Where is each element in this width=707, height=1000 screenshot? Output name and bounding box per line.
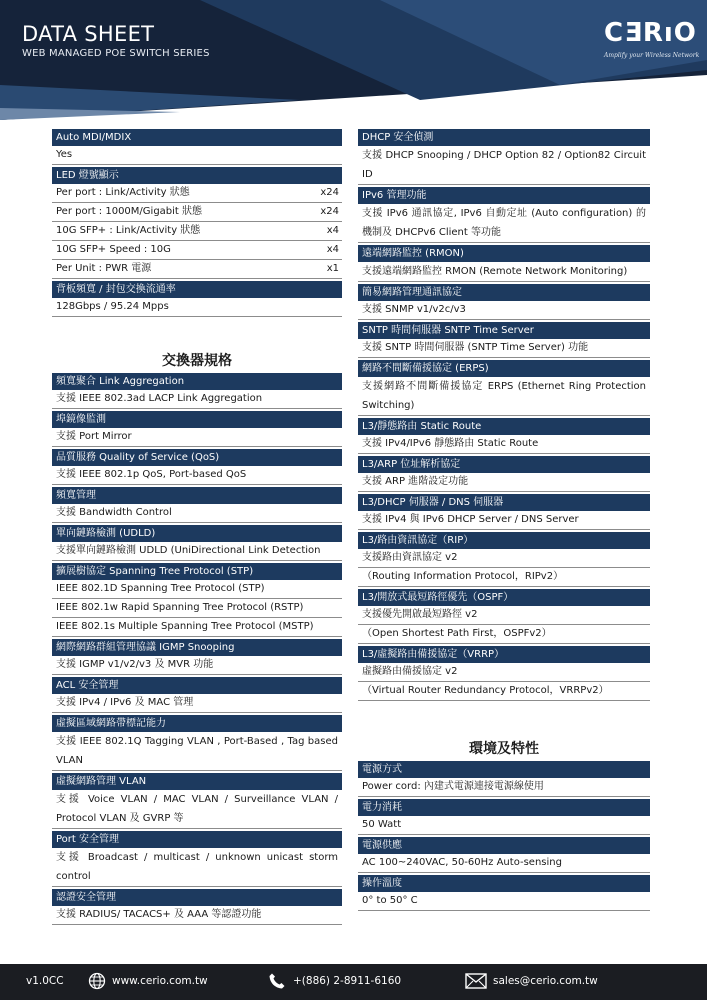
phone-icon	[268, 972, 286, 990]
spec-row-text: 支援 IGMP v1/v2/v3 及 MVR 功能	[56, 659, 214, 670]
spec-heading: L3/靜態路由 Static Route	[358, 418, 650, 435]
spec-heading: 網際網路群組管理協議 IGMP Snooping	[52, 639, 342, 656]
spec-row	[52, 428, 342, 447]
spec-heading: 電源方式	[358, 761, 650, 778]
spec-heading: ACL 安全管理	[52, 677, 342, 694]
spec-row-text: AC 100~240VAC, 50-60Hz Auto-sensing	[362, 857, 562, 868]
spec-row-text: 支援 IPv4 / IPv6 及 MAC 管理	[56, 697, 194, 708]
spec-heading: SNTP 時間伺服器 SNTP Time Server	[358, 322, 650, 339]
phone-number[interactable]: +(886) 2-8911-6160	[293, 975, 402, 987]
spec-row	[52, 298, 342, 317]
brand-tagline: Amplify your Wireless Network	[604, 52, 700, 59]
spec-row-text: 10G SFP+ Speed : 10G	[56, 244, 171, 255]
spec-row	[52, 599, 342, 618]
spec-row	[358, 778, 650, 797]
spec-row	[358, 511, 650, 530]
spec-heading: LED 燈號顯示	[52, 167, 342, 184]
spec-row-text: 0° to 50° C	[362, 895, 418, 906]
spec-heading: 遠端網路監控 (RMON)	[358, 245, 650, 262]
spec-row	[52, 222, 342, 241]
spec-row-text: 128Gbps / 95.24 Mpps	[56, 301, 169, 312]
spec-row	[358, 682, 650, 701]
spec-row-text: 支援 Port Mirror	[56, 431, 132, 442]
spec-paragraph: 支援遠端網路監控 RMON (Remote Network Monitoring)	[358, 262, 650, 282]
spec-row	[52, 260, 342, 279]
spec-heading: L3/虛擬路由備援協定（VRRP）	[358, 646, 650, 663]
spec-row-text: 支援路由資訊協定 v2	[362, 552, 458, 563]
spec-heading: 電力消耗	[358, 799, 650, 816]
spec-row-text: IEEE 802.1D Spanning Tree Protocol (STP)	[56, 583, 265, 594]
spec-heading: 單向鏈路檢測 (UDLD)	[52, 525, 342, 542]
spec-row-text: Per port : Link/Activity 狀態	[56, 187, 190, 198]
switch-spec-section	[52, 373, 342, 925]
spec-row-text: Yes	[56, 149, 73, 160]
spec-row-count: x4	[326, 225, 339, 236]
spec-row	[52, 906, 342, 925]
spec-paragraph: 支援 Voice VLAN / MAC VLAN / Surveillance VLAN / Protocol VLAN 及 GVRP 等	[52, 790, 342, 829]
spec-row-text: 支援 ARP 進階設定功能	[362, 476, 469, 487]
spec-row-text: 支援 IEEE 802.1p QoS, Port-based QoS	[56, 469, 247, 480]
spec-heading: 埠鏡像監測	[52, 411, 342, 428]
spec-row	[358, 892, 650, 911]
globe-icon	[88, 972, 106, 990]
spec-row	[358, 435, 650, 454]
website-link[interactable]: www.cerio.com.tw	[112, 975, 208, 987]
spec-paragraph: 支援 IPv6 通訊協定, IPv6 自動定址 (Auto configuration) 的機制及 DHCPv6 Client 等功能	[358, 204, 650, 243]
spec-row-text: （Open Shortest Path First，OSPFv2）	[362, 628, 552, 639]
mail-icon	[465, 972, 487, 990]
spec-row-text: 50 Watt	[362, 819, 402, 830]
spec-row-text: Per port : 1000M/Gigabit 狀態	[56, 206, 203, 217]
spec-heading: L3/ARP 位址解析協定	[358, 456, 650, 473]
spec-row-text: Power cord: 內建式電源連接電源線使用	[362, 781, 544, 792]
spec-heading: 頻寬管理	[52, 487, 342, 504]
spec-row	[358, 473, 650, 492]
spec-heading: 頻寬聚合 Link Aggregation	[52, 373, 342, 390]
spec-row	[52, 184, 342, 203]
spec-paragraph: 支援網路不間斷備援協定 ERPS (Ethernet Ring Protection Switching)	[358, 377, 650, 416]
spec-heading: 操作溫度	[358, 875, 650, 892]
spec-paragraph: 支援 DHCP Snooping / DHCP Option 82 / Option82 Circuit ID	[358, 146, 650, 185]
spec-row-text: 支援 IEEE 802.3ad LACP Link Aggregation	[56, 393, 263, 404]
spec-heading: L3/DHCP 伺服器 / DNS 伺服器	[358, 494, 650, 511]
spec-heading: L3/路由資訊協定（RIP）	[358, 532, 650, 549]
spec-row	[358, 549, 650, 568]
spec-row	[358, 339, 650, 358]
spec-row	[52, 504, 342, 523]
spec-row-text: IEEE 802.1s Multiple Spanning Tree Protocol (MSTP)	[56, 621, 314, 632]
network-spec-section	[358, 129, 650, 701]
spec-row-text: （Routing Information Protocol，RIPv2）	[362, 571, 564, 582]
spec-row	[52, 542, 342, 561]
spec-heading: 擴展樹協定 Spanning Tree Protocol (STP)	[52, 563, 342, 580]
spec-row	[358, 606, 650, 625]
spec-heading: IPv6 管理功能	[358, 187, 650, 204]
spec-row	[358, 568, 650, 587]
spec-row	[52, 241, 342, 260]
version-label: v1.0CC	[26, 975, 64, 987]
environment-section	[358, 761, 650, 911]
spec-row	[52, 203, 342, 222]
spec-row-text: 虛擬路由備援協定 v2	[362, 666, 458, 677]
spec-heading: 認證安全管理	[52, 889, 342, 906]
spec-row	[52, 390, 342, 409]
spec-row-count: x24	[320, 187, 339, 198]
header-banner	[0, 0, 707, 120]
spec-heading: Port 安全管理	[52, 831, 342, 848]
right-column	[358, 127, 650, 911]
document-subtitle: WEB MANAGED POE SWITCH SERIES	[22, 48, 210, 59]
spec-row-text: 支援單向鏈路檢測 UDLD (UniDirectional Link Detection	[56, 545, 321, 556]
spec-row-count: x4	[326, 244, 339, 255]
spec-row	[52, 146, 342, 165]
document-title: DATA SHEET	[22, 22, 155, 46]
spec-row	[358, 854, 650, 873]
spec-heading: 虛擬區域網路帶標記能力	[52, 715, 342, 732]
spec-paragraph: 支援 IEEE 802.1Q Tagging VLAN , Port-Based , Tag based VLAN	[52, 732, 342, 771]
spec-paragraph: 支援 Broadcast / multicast / unknown unicast storm control	[52, 848, 342, 887]
spec-row-text: 10G SFP+ : Link/Activity 狀態	[56, 225, 201, 236]
banner-graphic	[0, 0, 707, 120]
spec-row-text: 支援 Bandwidth Control	[56, 507, 172, 518]
brand-logo: CERıO	[604, 18, 697, 48]
spec-row-text: 支援 IPv4 與 IPv6 DHCP Server / DNS Server	[362, 514, 579, 525]
spec-row-text: Per Unit : PWR 電源	[56, 263, 152, 274]
spec-heading: DHCP 安全偵測	[358, 129, 650, 146]
spec-row	[52, 466, 342, 485]
spec-heading: L3/開放式最短路徑優先（OSPF）	[358, 589, 650, 606]
spec-row	[52, 656, 342, 675]
spec-heading: 網路不間斷備援協定 (ERPS)	[358, 360, 650, 377]
spec-row	[52, 580, 342, 599]
spec-row-count: x1	[326, 263, 339, 274]
spec-heading: 品質服務 Quality of Service (QoS)	[52, 449, 342, 466]
spec-row-text: 支援 IPv4/IPv6 靜態路由 Static Route	[362, 438, 539, 449]
spec-heading: Auto MDI/MDIX	[52, 129, 342, 146]
environment-title: 環境及特性	[469, 741, 539, 757]
spec-heading: 虛擬網路管理 VLAN	[52, 773, 342, 790]
spec-row-text: （Virtual Router Redundancy Protocol，VRRPv2）	[362, 685, 609, 696]
spec-row-text: 支援 SNMP v1/v2c/v3	[362, 304, 466, 315]
left-column	[52, 127, 342, 925]
spec-row-count: x24	[320, 206, 339, 217]
port-led-section	[52, 129, 342, 317]
spec-row	[52, 694, 342, 713]
spec-heading: 簡易網路管理通訊協定	[358, 284, 650, 301]
spec-row	[358, 625, 650, 644]
spec-row-text: 支援 RADIUS/ TACACS+ 及 AAA 等認證功能	[56, 909, 262, 920]
spec-heading: 電源供應	[358, 837, 650, 854]
spec-row	[358, 301, 650, 320]
email-link[interactable]: sales@cerio.com.tw	[493, 975, 598, 987]
switch-spec-title: 交換器規格	[162, 353, 232, 369]
spec-row-text: IEEE 802.1w Rapid Spanning Tree Protocol (RSTP)	[56, 602, 304, 613]
spec-row	[358, 663, 650, 682]
spec-row-text: 支援 SNTP 時間伺服器 (SNTP Time Server) 功能	[362, 342, 589, 353]
footer-bar	[0, 964, 707, 1000]
spec-row	[52, 618, 342, 637]
spec-row-text: 支援優先開啟最短路徑 v2	[362, 609, 478, 620]
spec-row	[358, 816, 650, 835]
spec-heading: 背板頻寬 / 封包交換流通率	[52, 281, 342, 298]
